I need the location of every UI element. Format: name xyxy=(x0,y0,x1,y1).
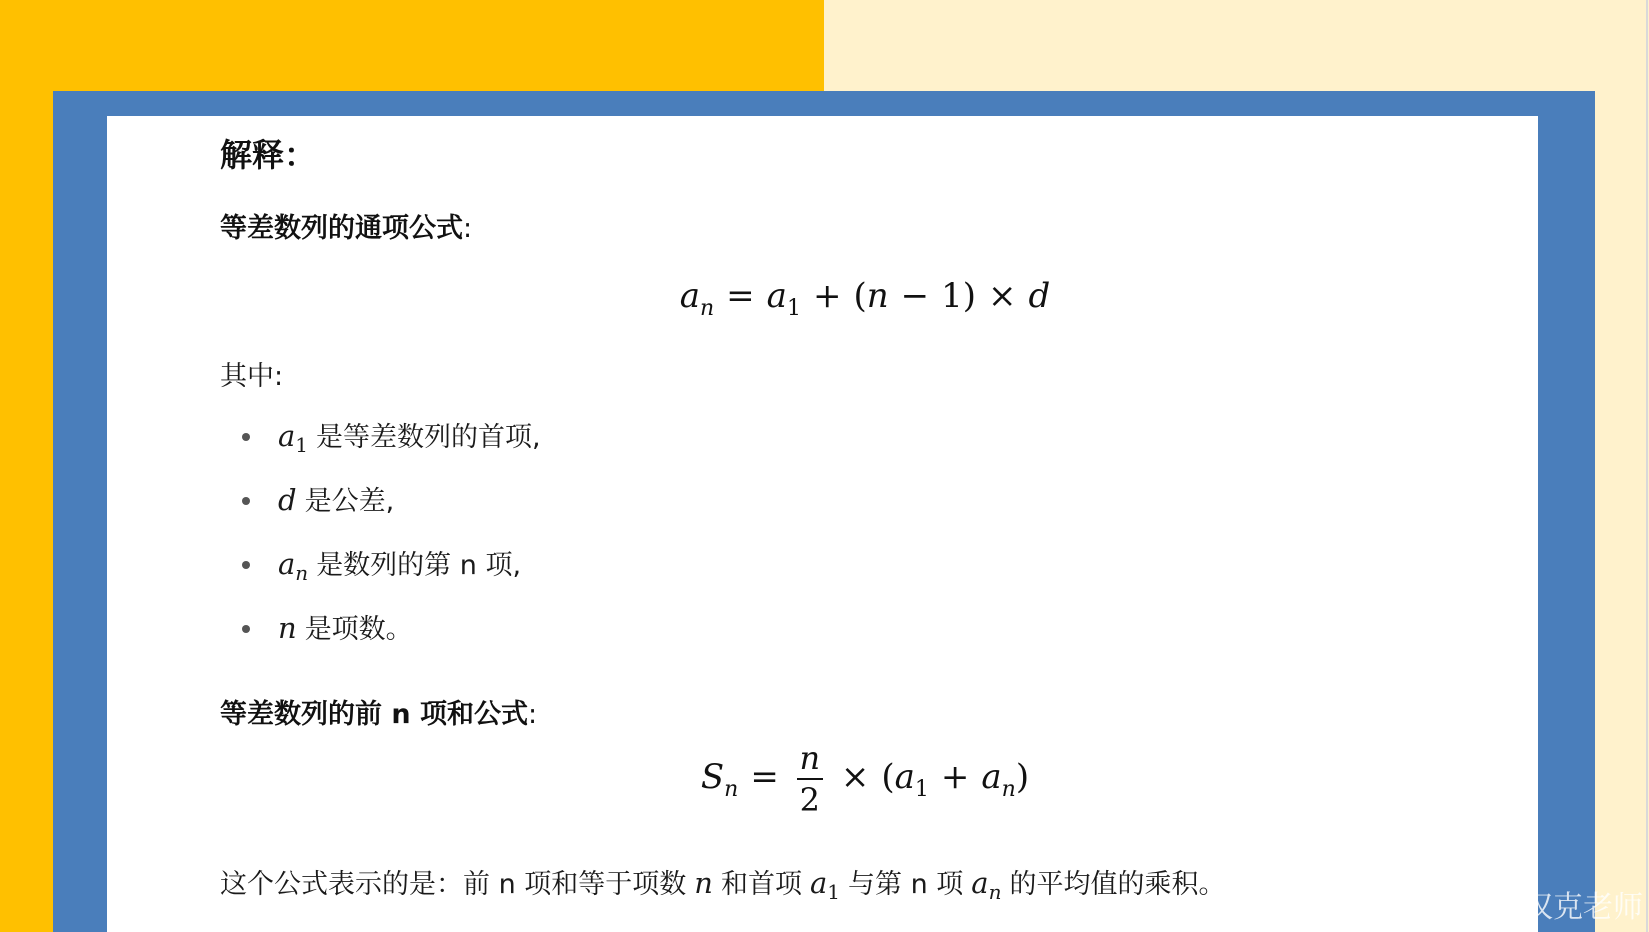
list-item xyxy=(220,412,541,476)
formula-subscript: 1 xyxy=(786,296,801,321)
list-symbol xyxy=(278,547,309,585)
formula-operator: − xyxy=(900,276,930,316)
list-item-text: 是公差, xyxy=(304,486,395,517)
section-title-colon: : xyxy=(463,213,473,244)
symbol-subscript: 1 xyxy=(827,880,840,904)
symbol-subscript: n xyxy=(295,561,309,585)
section-title-colon: : xyxy=(528,699,538,730)
explanation-symbol xyxy=(809,866,840,904)
explanation-text xyxy=(220,862,1225,904)
symbol-letter: a xyxy=(809,866,828,900)
formula-term: a xyxy=(894,757,915,797)
formula-paren: ) xyxy=(962,276,977,316)
list-item-text: 是项数。 xyxy=(304,614,413,645)
formula-term: a xyxy=(679,276,700,316)
symbol-letter: a xyxy=(278,547,296,581)
fraction-numerator: n xyxy=(799,739,821,777)
section-title-general-term xyxy=(220,206,472,245)
formula-operator: = xyxy=(750,757,779,797)
formula-paren: ( xyxy=(881,757,895,797)
explanation-segment: 的平均值的乘积。 xyxy=(1009,869,1226,900)
symbol-letter: d xyxy=(278,483,297,517)
formula-subscript: n xyxy=(1001,777,1016,802)
symbol-letter: n xyxy=(278,611,297,645)
formula-operator: × xyxy=(840,757,870,797)
formula-operator: + xyxy=(812,276,842,316)
list-symbol xyxy=(278,483,297,517)
formula-paren: ( xyxy=(853,276,867,316)
explanation-symbol xyxy=(694,866,713,900)
section-title-text: 等差数列的通项公式 xyxy=(220,213,463,244)
right-edge-line xyxy=(1646,0,1648,932)
symbol-subscript: n xyxy=(988,880,1002,904)
symbol-letter: a xyxy=(971,866,989,900)
list-symbol xyxy=(278,419,309,457)
formula-operator: × xyxy=(988,276,1017,316)
definition-list xyxy=(220,412,541,668)
formula-paren: ) xyxy=(1015,757,1030,797)
formula-operator: + xyxy=(940,757,970,797)
fraction-denominator: 2 xyxy=(799,781,821,819)
sum-formula xyxy=(220,739,1510,819)
list-item-text: 是等差数列的首项, xyxy=(316,422,541,453)
where-label: 其中: xyxy=(220,361,284,392)
list-symbol xyxy=(278,611,297,645)
formula-term: d xyxy=(1028,276,1051,316)
list-item xyxy=(220,476,541,540)
symbol-subscript: 1 xyxy=(295,433,309,457)
explanation-segment: 和首项 xyxy=(720,869,802,900)
section-title-sum xyxy=(220,692,537,731)
explanation-symbol xyxy=(971,866,1002,904)
page-title: 解释： xyxy=(220,136,317,174)
formula-term: a xyxy=(981,757,1002,797)
list-item xyxy=(220,540,541,604)
formula-fraction xyxy=(797,739,823,819)
slide-content xyxy=(107,116,1538,932)
formula-subscript: n xyxy=(724,777,739,802)
symbol-letter: n xyxy=(694,866,713,900)
watermark: CSDN @汉克老师 xyxy=(1397,890,1643,925)
formula-subscript: n xyxy=(699,296,715,321)
list-item xyxy=(220,604,541,668)
explanation-segment: 与第 n 项 xyxy=(848,869,964,900)
general-term-formula xyxy=(220,276,1510,321)
formula-term: 1 xyxy=(941,276,963,316)
formula-term: S xyxy=(700,757,725,797)
symbol-letter: a xyxy=(278,419,296,453)
list-item-text: 是数列的第 n 项, xyxy=(316,550,522,581)
formula-operator: = xyxy=(726,276,755,316)
formula-subscript: 1 xyxy=(914,777,929,802)
formula-term: a xyxy=(766,276,787,316)
section-title-text: 等差数列的前 n 项和公式 xyxy=(220,699,529,730)
formula-term: n xyxy=(866,276,889,316)
explanation-segment: 这个公式表示的是：前 n 项和等于项数 xyxy=(220,869,687,900)
